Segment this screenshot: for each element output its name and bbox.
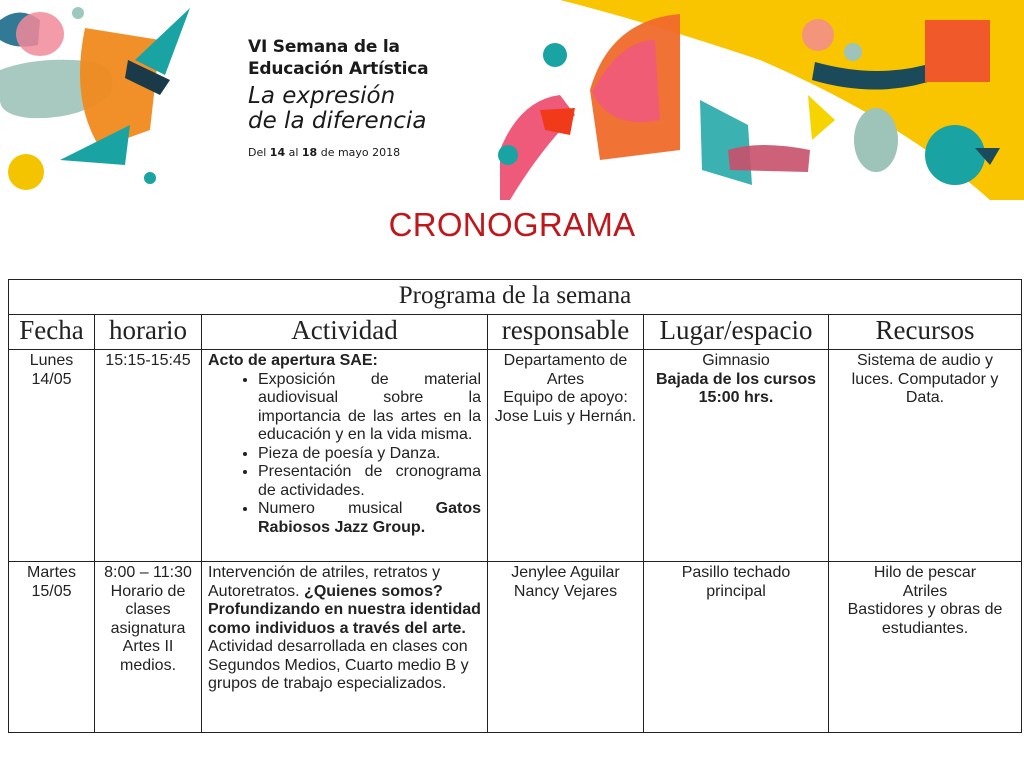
event-title-line: Educación Artística — [248, 59, 429, 79]
table-caption-row — [9, 280, 1022, 315]
fecha-day: Martes — [27, 564, 76, 581]
recursos-line: Bastidores y obras de estudiantes. — [847, 601, 1003, 637]
cell-actividad — [202, 562, 488, 733]
list-item — [258, 500, 481, 537]
event-tagline — [248, 84, 428, 134]
document-title: CRONOGRAMA — [388, 206, 636, 243]
event-dates-suffix: de mayo 2018 — [317, 146, 401, 159]
event-dates-prefix: Del — [248, 146, 270, 159]
list-item-bold: Gatos Rabiosos Jazz Group. — [258, 500, 481, 536]
cell-recursos — [829, 562, 1022, 733]
cell-horario — [95, 350, 202, 562]
lugar-note: Bajada de los cursos 15:00 hrs. — [655, 370, 817, 406]
event-branding — [248, 36, 428, 159]
list-item: • Presentación de cronograma de actividades. — [258, 463, 481, 500]
event-dates-mid: al — [285, 146, 302, 159]
recursos-line: Sistema de audio y luces. Computador y Data. — [851, 352, 999, 406]
horario-note: Horario de clases asignatura Artes II medios. — [110, 582, 186, 674]
cell-lugar — [644, 350, 829, 562]
header-lugar: Lugar/espacio — [644, 315, 829, 350]
responsable-line: Jose Luis y Hernán. — [494, 407, 637, 425]
table-header-row — [9, 315, 1022, 350]
event-tagline-line: La expresión — [248, 83, 396, 109]
cell-fecha — [9, 350, 95, 562]
actividad-intro: Intervención de atriles, retratos y Autoretratos. — [208, 564, 441, 600]
header-fecha: Fecha — [9, 315, 95, 350]
actividad-bold: ¿Quienes somos? Profundizando en nuestra identidad como individuos a través del arte. — [208, 582, 481, 637]
responsable-line: Equipo de apoyo: — [503, 389, 628, 406]
recursos-line: Hilo de pescar — [873, 564, 977, 581]
header-horario: horario — [95, 315, 202, 350]
event-dates-start: 14 — [269, 146, 286, 159]
cell-horario — [95, 562, 202, 733]
lugar-text: Gimnasio — [702, 352, 770, 369]
horario-text: 15:15-15:45 — [105, 352, 191, 369]
event-title-line: VI Semana de la — [248, 37, 400, 57]
responsable-line: Jenylee Aguilar — [511, 564, 620, 581]
responsable-line: Departamento de Artes — [503, 352, 628, 388]
table-row — [9, 562, 1022, 733]
fecha-day: Lunes — [29, 352, 74, 369]
cell-actividad — [202, 350, 488, 562]
banner-artwork — [0, 0, 1024, 200]
header-recursos: Recursos — [829, 315, 1022, 350]
fecha-date: 15/05 — [31, 582, 72, 600]
event-banner — [0, 0, 1024, 200]
schedule-table — [8, 279, 1022, 733]
cell-lugar — [644, 562, 829, 733]
cell-recursos — [829, 350, 1022, 562]
table-row — [9, 350, 1022, 562]
actividad-heading: Acto de apertura SAE: — [208, 352, 378, 369]
cell-responsable — [488, 562, 644, 733]
header-responsable: responsable — [488, 315, 644, 350]
event-dates-end: 18 — [301, 146, 318, 159]
header-actividad: Actividad — [202, 315, 488, 350]
event-tagline-line: de la diferencia — [248, 108, 427, 134]
list-item: • Exposición de material audiovisual sobre la importancia de las artes en la educación y en la vida misma. — [258, 371, 481, 445]
actividad-list — [208, 371, 481, 538]
cell-responsable — [488, 350, 644, 562]
lugar-text: Pasillo techado principal — [681, 564, 791, 600]
list-item-text: Numero musical — [258, 500, 436, 517]
table-caption: Programa de la semana — [9, 280, 1022, 315]
actividad-rest: Actividad desarrollada en clases con Segundos Medios, Cuarto medio B y grupos de trabajo especializados. — [208, 638, 469, 692]
horario-text: 8:00 – 11:30 — [104, 564, 192, 581]
cell-fecha — [9, 562, 95, 733]
event-dates — [248, 146, 428, 159]
recursos-line: Atriles — [902, 582, 948, 600]
event-title — [248, 36, 428, 80]
responsable-line: Nancy Vejares — [513, 582, 618, 600]
list-item: • Pieza de poesía y Danza. — [258, 445, 481, 464]
fecha-date: 14/05 — [31, 370, 72, 388]
